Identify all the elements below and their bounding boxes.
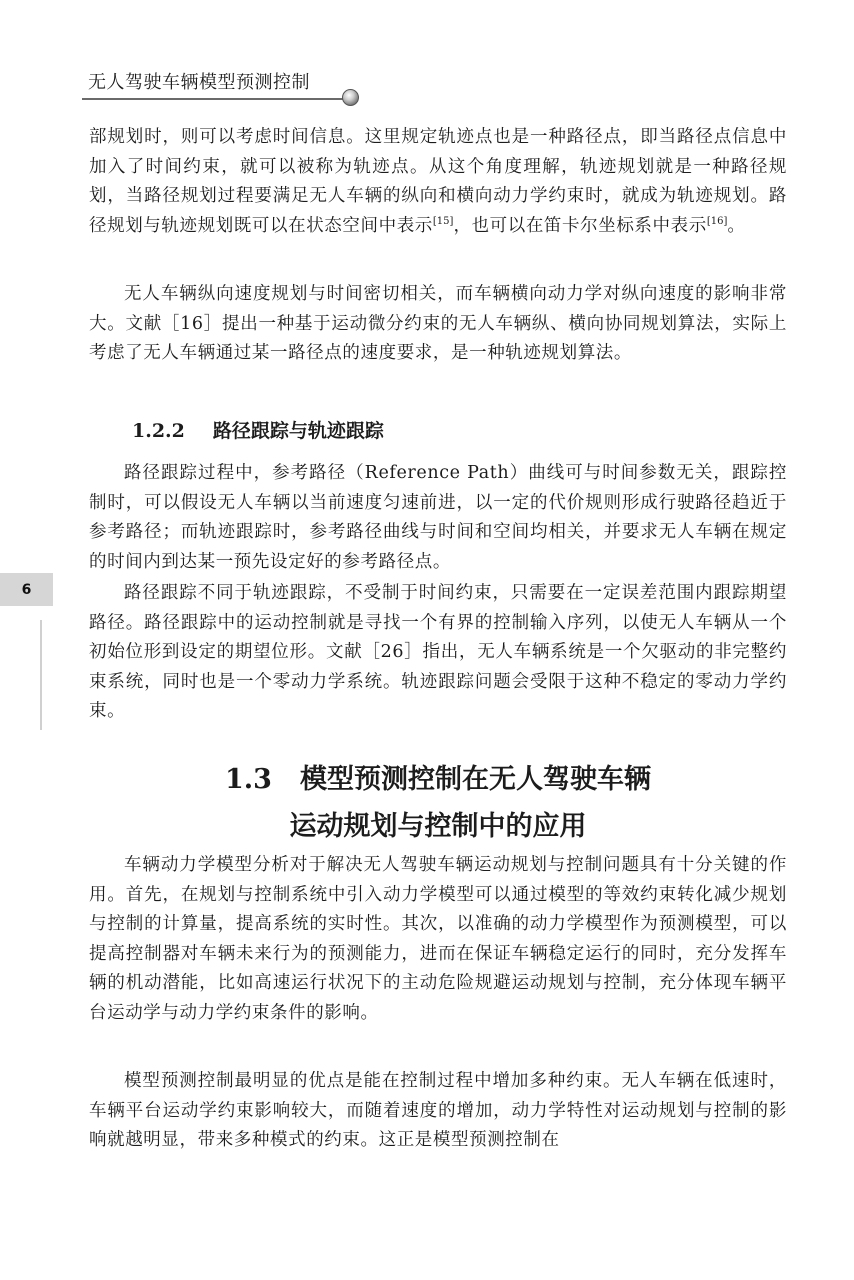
paragraph-1-text: 部规划时，则可以考虑时间信息。这里规定轨迹点也是一种路径点，即当路径点信息中加入了时间约束，就可以被称为轨迹点。从这个角度理解，轨迹规划就是一种路径规划，当路径规划过程要满足无人车辆的纵向和横向动力学约束时，就成为轨迹规划。路径规划与轨迹规划既可以在状态空间中表示 [89,127,787,236]
margin-rule [40,620,42,730]
running-header-title: 无人驾驶车辆模型预测控制 [88,72,310,93]
subsection-title: 路径跟踪与轨迹跟踪 [212,420,384,442]
section-title-line-2: 运动规划与控制中的应用 [289,811,587,842]
paragraph-1 [89,123,787,241]
paragraph-1-end: 。 [727,215,746,236]
paragraph-5: 车辆动力学模型分析对于解决无人驾驶车辆运动规划与控制问题具有十分关键的作用。首先，在规划与控制系统中引入动力学模型可以通过模型的等效约束转化减少规划与控制的计算量，提高系统的实时性。其次，以准确的动力学模型作为预测模型，可以提高控制器对车辆未来行为的预测能力，进而在保证车辆稳定运行的同时，充分发挥车辆的机动潜能，比如高速运行状况下的主动危险规避运动规划与控制，充分体现车辆平台运动学与动力学约束条件的影响。 [89,855,787,1023]
header-ornament [342,89,359,106]
paragraph-6: 模型预测控制最明显的优点是能在控制过程中增加多种约束。无人车辆在低速时，车辆平台运动学约束影响较大，而随着速度的增加，动力学特性对运动规划与控制的影响就越明显，带来多种模式的约束。这正是模型预测控制在 [89,1071,787,1151]
subsection-heading-1-2-2 [132,416,384,443]
citation-16: [16] [706,215,728,227]
section-title-line-1: 模型预测控制在无人驾驶车辆 [299,764,651,795]
section-number: 1.3 [225,764,272,795]
citation-15: [15] [432,215,454,227]
section-heading-1-3 [88,756,788,850]
page-number-tab: 6 [0,573,53,606]
paragraph-2: 无人车辆纵向速度规划与时间密切相关，而车辆横向动力学对纵向速度的影响非常大。文献［16］提出一种基于运动微分约束的无人车辆纵、横向协同规划算法，实际上考虑了无人车辆通过某一路径点的速度要求，是一种轨迹规划算法。 [89,284,787,364]
paragraph-1-mid: ，也可以在笛卡尔坐标系中表示 [453,215,707,236]
header-rule [82,98,350,100]
subsection-number: 1.2.2 [132,420,185,442]
paragraph-4: 路径跟踪不同于轨迹跟踪，不受制于时间约束，只需要在一定误差范围内跟踪期望路径。路径跟踪中的运动控制就是寻找一个有界的控制输入序列，以使无人车辆从一个初始位形到设定的期望位形。文献［26］指出，无人车辆系统是一个欠驱动的非完整约束系统，同时也是一个零动力学系统。轨迹跟踪问题会受限于这种不稳定的零动力学约束。 [89,583,787,722]
paragraph-3: 路径跟踪过程中，参考路径（Reference Path）曲线可与时间参数无关，跟踪控制时，可以假设无人车辆以当前速度匀速前进，以一定的代价规则形成行驶路径趋近于参考路径；而轨迹跟踪时，参考路径曲线与时间和空间均相关，并要求无人车辆在规定的时间内到达某一预先设定好的参考路径点。 [89,463,787,572]
